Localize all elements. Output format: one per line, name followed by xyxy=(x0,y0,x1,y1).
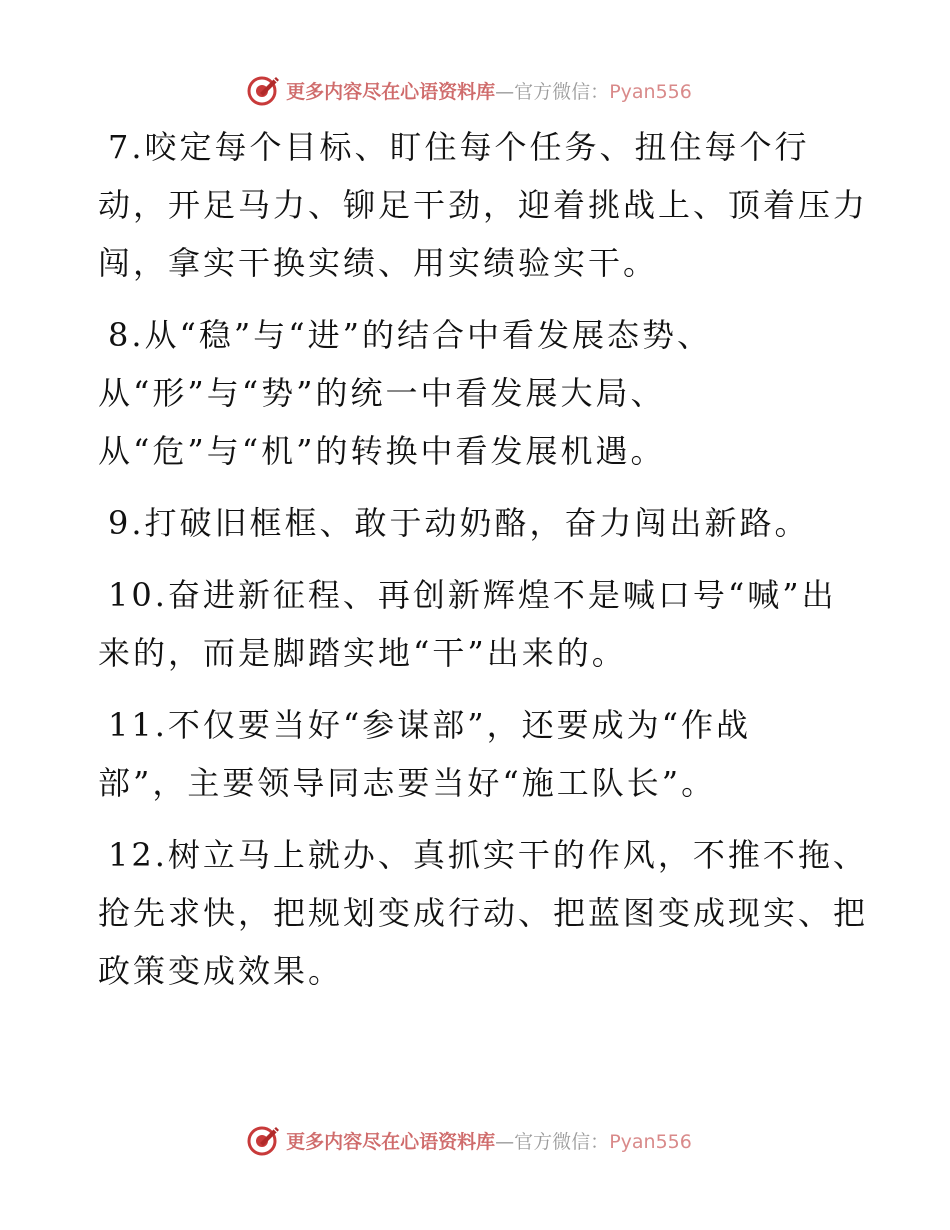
item-line: 9.打破旧框框、敢于动奶酪，奋力闯出新路。 xyxy=(108,504,810,542)
item-line: 7.咬定每个目标、盯住每个任务、扭住每个行 xyxy=(108,128,810,166)
watermark-account: Pyan556 xyxy=(609,1130,692,1153)
item-line: 来的，而是脚踏实地“干”出来的。 xyxy=(98,634,627,672)
item-line: 从“形”与“势”的统一中看发展大局、 xyxy=(98,374,666,412)
watermark-official: 官方微信： xyxy=(514,1130,610,1153)
list-item xyxy=(98,696,858,812)
watermark-account: Pyan556 xyxy=(609,80,692,103)
watermark-dash: — xyxy=(495,80,515,103)
list-item xyxy=(98,306,858,480)
item-line: 12.树立马上就办、真抓实干的作风，不推不拖、 xyxy=(108,836,868,874)
watermark-brand: 更多内容尽在心语资料库 xyxy=(286,80,496,103)
pen-logo-icon xyxy=(246,73,280,107)
list-item xyxy=(98,826,869,1000)
item-line: 从“危”与“机”的转换中看发展机遇。 xyxy=(98,432,666,470)
list-item xyxy=(98,566,858,682)
list-item xyxy=(98,118,869,292)
page-header-watermark xyxy=(0,70,950,110)
item-line: 政策变成效果。 xyxy=(98,952,344,990)
watermark-official: 官方微信： xyxy=(514,80,610,103)
watermark-group xyxy=(246,73,692,107)
item-line: 10.奋进新征程、再创新辉煌不是喊口号“喊”出 xyxy=(108,576,837,614)
watermark-group xyxy=(246,1123,692,1157)
item-line: 8.从“稳”与“进”的结合中看发展态势、 xyxy=(108,316,712,354)
item-line: 动，开足马力、铆足干劲，迎着挑战上、顶着压力 xyxy=(98,186,869,224)
item-line: 闯，拿实干换实绩、用实绩验实干。 xyxy=(98,244,659,282)
pen-logo-icon xyxy=(246,1123,280,1157)
list-item xyxy=(98,494,858,552)
item-line: 抢先求快，把规划变成行动、把蓝图变成现实、把 xyxy=(98,894,869,932)
watermark-brand: 更多内容尽在心语资料库 xyxy=(286,1130,496,1153)
item-line: 11.不仅要当好“参谋部”，还要成为“作战 xyxy=(108,706,751,744)
watermark-dash: — xyxy=(495,1130,515,1153)
item-line: 部”，主要领导同志要当好“施工队长”。 xyxy=(98,764,717,802)
page-footer-watermark xyxy=(0,1120,950,1160)
document-body xyxy=(98,118,869,1014)
